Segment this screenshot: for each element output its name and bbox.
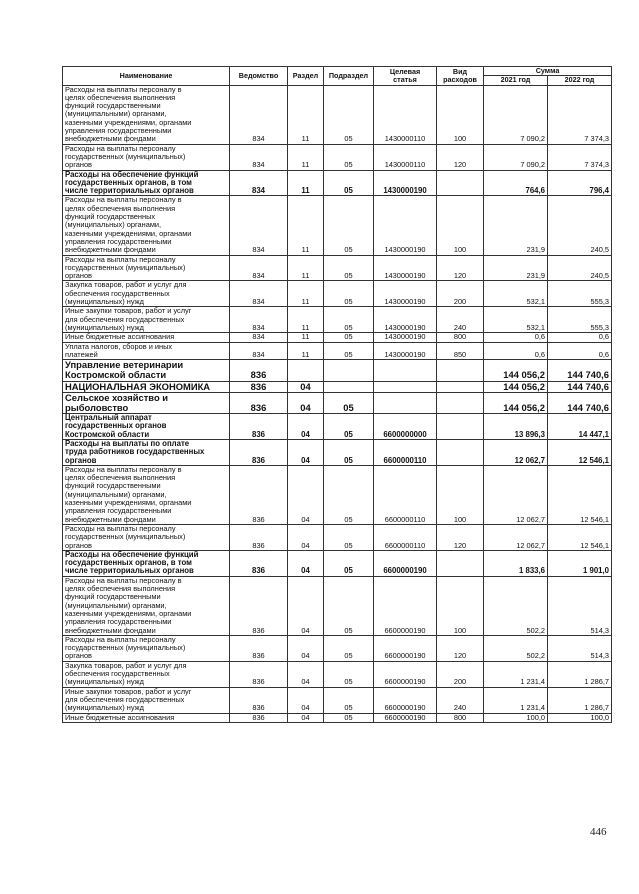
page-number: 446 (590, 826, 607, 838)
cell-name (63, 713, 230, 722)
cell-name (63, 687, 230, 713)
cell-name-line: Расходы на выплаты персоналу в (65, 465, 182, 474)
cell-sum-2021: 764,6 (484, 170, 548, 196)
cell-target-article (374, 392, 437, 413)
cell-name-line: (муниципальными) органами, (65, 109, 167, 119)
cell-name-line: Костромской области (65, 369, 167, 381)
cell-podrazdel: 05 (324, 465, 374, 524)
cell-sum-2021: 0,6 (484, 342, 548, 360)
cell-name-line: целях обеспечения выполнения (65, 92, 176, 102)
cell-name-line: Расходы на выплаты персоналу (65, 255, 176, 264)
table-body (63, 85, 612, 722)
cell-sum-2021: 144 056,2 (484, 360, 548, 381)
cell-podrazdel: 05 (324, 576, 374, 635)
cell-name-line: НАЦИОНАЛЬНАЯ ЭКОНОМИКА (65, 381, 211, 392)
cell-name-line: государственных органов, в том (65, 177, 192, 187)
cell-razdel: 04 (288, 713, 324, 722)
cell-name-line: целях обеспечения выполнения (65, 203, 176, 213)
col-header-razdel: Раздел (288, 67, 324, 86)
cell-podrazdel: 05 (324, 170, 374, 196)
cell-vedomstvo: 834 (230, 196, 288, 255)
table-row (63, 196, 612, 255)
cell-expense-type (437, 440, 484, 466)
cell-sum-2022: 12 546,1 (548, 465, 612, 524)
cell-expense-type: 100 (437, 85, 484, 144)
table-row (63, 281, 612, 307)
cell-name-line: казенными учреждениями, органами (65, 608, 192, 618)
cell-name-line: Иные закупки товаров, работ и услуг (65, 687, 192, 696)
cell-name-line: (муниципальных) нужд (65, 322, 144, 332)
cell-expense-type (437, 170, 484, 196)
cell-vedomstvo: 836 (230, 550, 288, 576)
cell-razdel: 04 (288, 381, 324, 392)
cell-target-article: 1430000110 (374, 144, 437, 170)
cell-podrazdel: 05 (324, 333, 374, 342)
cell-sum-2022: 7 374,3 (548, 85, 612, 144)
cell-name-line: органов (65, 455, 97, 465)
table-row (63, 414, 612, 440)
cell-expense-type: 100 (437, 465, 484, 524)
cell-name (63, 196, 230, 255)
cell-expense-type (437, 550, 484, 576)
cell-name (63, 635, 230, 661)
cell-expense-type: 100 (437, 196, 484, 255)
cell-name-line: Расходы на выплаты персоналу в (65, 576, 182, 585)
cell-target-article: 6600000000 (374, 414, 437, 440)
cell-target-article: 6600000190 (374, 635, 437, 661)
cell-name-line: Костромской области (65, 429, 150, 439)
cell-name (63, 307, 230, 333)
cell-target-article: 6600000110 (374, 524, 437, 550)
cell-vedomstvo: 834 (230, 281, 288, 307)
cell-name-line: (муниципальных) нужд (65, 677, 144, 687)
cell-expense-type: 120 (437, 144, 484, 170)
cell-target-article (374, 360, 437, 381)
cell-podrazdel: 05 (324, 550, 374, 576)
cell-podrazdel: 05 (324, 635, 374, 661)
cell-sum-2022: 796,4 (548, 170, 612, 196)
cell-razdel: 11 (288, 333, 324, 342)
cell-name (63, 550, 230, 576)
table-row (63, 576, 612, 635)
col-header-year2: 2022 год (548, 76, 612, 85)
cell-podrazdel: 05 (324, 342, 374, 360)
cell-target-article: 1430000190 (374, 170, 437, 196)
cell-name-line: Уплата налогов, сборов и иных (65, 342, 173, 351)
col-header-vid-line1: Вид (452, 66, 468, 76)
table-row (63, 687, 612, 713)
cell-sum-2021: 532,1 (484, 281, 548, 307)
cell-name-line: органов (65, 540, 92, 550)
cell-name-line: для обеспечения государственных (65, 694, 185, 704)
table-row (63, 333, 612, 342)
cell-razdel: 11 (288, 307, 324, 333)
cell-name (63, 465, 230, 524)
cell-podrazdel: 05 (324, 713, 374, 722)
cell-target-article: 1430000190 (374, 255, 437, 281)
cell-vedomstvo: 834 (230, 342, 288, 360)
cell-target-article: 6600000190 (374, 550, 437, 576)
cell-razdel: 04 (288, 635, 324, 661)
cell-vedomstvo: 836 (230, 465, 288, 524)
table-row (63, 342, 612, 360)
cell-sum-2022: 144 740,6 (548, 381, 612, 392)
cell-sum-2022: 1 901,0 (548, 550, 612, 576)
cell-name-line: целях обеспечения выполнения (65, 584, 176, 594)
cell-sum-2022: 555,3 (548, 307, 612, 333)
cell-name-line: рыболовство (65, 401, 129, 413)
cell-vedomstvo: 834 (230, 307, 288, 333)
cell-name-line: управления государственными (65, 126, 172, 136)
col-header-target-line2: статья (393, 74, 417, 84)
table-row (63, 144, 612, 170)
cell-expense-type: 240 (437, 307, 484, 333)
cell-vedomstvo: 834 (230, 255, 288, 281)
cell-razdel: 11 (288, 281, 324, 307)
cell-podrazdel: 05 (324, 440, 374, 466)
table-row (63, 713, 612, 722)
cell-razdel: 04 (288, 465, 324, 524)
table-row (63, 85, 612, 144)
cell-name-line: платежей (65, 349, 98, 359)
cell-razdel: 04 (288, 524, 324, 550)
cell-name (63, 281, 230, 307)
col-header-vid (437, 67, 484, 86)
cell-name-line: внебюджетными фондами (65, 245, 156, 255)
cell-podrazdel: 05 (324, 414, 374, 440)
cell-sum-2021: 7 090,2 (484, 85, 548, 144)
cell-vedomstvo: 836 (230, 687, 288, 713)
cell-name-line: Расходы на выплаты персоналу (65, 635, 176, 644)
table-row (63, 255, 612, 281)
cell-expense-type: 200 (437, 661, 484, 687)
cell-name-line: управления государственными (65, 506, 172, 516)
cell-name (63, 392, 230, 413)
cell-name-line: управления государственными (65, 236, 172, 246)
table-row (63, 360, 612, 381)
cell-name-line: обеспечения государственных (65, 669, 170, 679)
cell-target-article: 1430000190 (374, 307, 437, 333)
table-header (63, 67, 612, 86)
cell-sum-2021: 1 231,4 (484, 687, 548, 713)
cell-vedomstvo: 834 (230, 333, 288, 342)
cell-vedomstvo: 836 (230, 360, 288, 381)
cell-sum-2022: 7 374,3 (548, 144, 612, 170)
cell-name-line: органов (65, 271, 92, 281)
col-header-summa: Сумма (484, 67, 612, 76)
cell-name (63, 342, 230, 360)
cell-target-article: 1430000190 (374, 342, 437, 360)
cell-sum-2022: 100,0 (548, 713, 612, 722)
cell-name-line: казенными учреждениями, органами (65, 228, 192, 238)
cell-name-line: обеспечения государственных (65, 288, 170, 298)
cell-podrazdel: 05 (324, 281, 374, 307)
cell-name (63, 381, 230, 392)
cell-vedomstvo: 836 (230, 576, 288, 635)
cell-name-line: числе территориальных органов (65, 186, 194, 196)
cell-vedomstvo: 834 (230, 170, 288, 196)
cell-expense-type: 120 (437, 255, 484, 281)
cell-name-line: Расходы на выплаты персоналу в (65, 85, 182, 94)
cell-podrazdel: 05 (324, 392, 374, 413)
cell-podrazdel: 05 (324, 524, 374, 550)
cell-target-article: 6600000190 (374, 661, 437, 687)
cell-name-line: внебюджетными фондами (65, 514, 156, 524)
cell-razdel: 04 (288, 576, 324, 635)
cell-vedomstvo: 836 (230, 414, 288, 440)
cell-name-line: внебюджетными фондами (65, 625, 156, 635)
cell-name-line: (муниципальных) нужд (65, 297, 144, 307)
cell-name-line: Иные закупки товаров, работ и услуг (65, 306, 192, 316)
cell-sum-2022: 144 740,6 (548, 392, 612, 413)
cell-razdel: 04 (288, 440, 324, 466)
cell-sum-2022: 514,3 (548, 576, 612, 635)
cell-sum-2021: 13 896,3 (484, 414, 548, 440)
cell-vedomstvo: 836 (230, 392, 288, 413)
cell-name-line: органов (65, 651, 92, 661)
cell-razdel: 04 (288, 687, 324, 713)
cell-sum-2021: 12 062,7 (484, 440, 548, 466)
cell-name-line: (муниципальными) органами, (65, 489, 167, 499)
cell-name-line: функций государственных (65, 212, 156, 222)
cell-name-line: казенными учреждениями, органами (65, 498, 192, 508)
table-row (63, 465, 612, 524)
cell-vedomstvo: 836 (230, 440, 288, 466)
cell-target-article: 1430000110 (374, 85, 437, 144)
col-header-target (374, 67, 437, 86)
cell-expense-type: 100 (437, 576, 484, 635)
cell-name-line: государственных (муниципальных) (65, 643, 186, 653)
cell-sum-2022: 144 740,6 (548, 360, 612, 381)
cell-sum-2021: 532,1 (484, 307, 548, 333)
cell-razdel: 04 (288, 414, 324, 440)
cell-expense-type: 120 (437, 524, 484, 550)
cell-razdel: 11 (288, 342, 324, 360)
cell-target-article: 6600000110 (374, 465, 437, 524)
cell-sum-2022: 12 546,1 (548, 440, 612, 466)
cell-name-line: (муниципальных) органами, (65, 220, 162, 230)
cell-name-line: Расходы на обеспечение функций (65, 170, 199, 179)
cell-name (63, 414, 230, 440)
col-header-vid-line2: расходов (443, 74, 477, 84)
cell-target-article: 6600000190 (374, 713, 437, 722)
cell-expense-type: 800 (437, 713, 484, 722)
cell-podrazdel (324, 360, 374, 381)
cell-expense-type (437, 381, 484, 392)
cell-sum-2022: 240,5 (548, 255, 612, 281)
cell-vedomstvo: 834 (230, 144, 288, 170)
cell-sum-2021: 144 056,2 (484, 392, 548, 413)
cell-name-line: функций государственными (65, 101, 161, 111)
cell-vedomstvo: 836 (230, 524, 288, 550)
cell-razdel: 04 (288, 550, 324, 576)
cell-name-line: управления государственными (65, 617, 172, 627)
cell-name-line: числе территориальных органов (65, 566, 194, 576)
budget-table (62, 66, 612, 723)
cell-expense-type: 850 (437, 342, 484, 360)
cell-name-line: Расходы на выплаты персоналу в (65, 195, 182, 205)
cell-name-line: государственных (муниципальных) (65, 262, 186, 272)
cell-name-line: Расходы на обеспечение функций (65, 550, 199, 559)
cell-razdel: 11 (288, 196, 324, 255)
table-row (63, 635, 612, 661)
cell-name-line: Расходы на выплаты по оплате (65, 439, 190, 448)
cell-target-article: 1430000190 (374, 333, 437, 342)
cell-sum-2021: 12 062,7 (484, 524, 548, 550)
cell-vedomstvo: 834 (230, 85, 288, 144)
table-row (63, 524, 612, 550)
cell-name-line: целях обеспечения выполнения (65, 473, 176, 483)
cell-name (63, 144, 230, 170)
cell-name-line: для обеспечения государственных (65, 314, 185, 324)
cell-target-article: 6600000190 (374, 576, 437, 635)
cell-name (63, 524, 230, 550)
cell-expense-type (437, 414, 484, 440)
table-row (63, 307, 612, 333)
cell-name-line: Закупка товаров, работ и услуг для (65, 661, 187, 670)
cell-sum-2021: 231,9 (484, 255, 548, 281)
cell-sum-2021: 502,2 (484, 576, 548, 635)
cell-name-line: Расходы на выплаты персоналу (65, 524, 176, 533)
cell-sum-2022: 1 286,7 (548, 661, 612, 687)
cell-name-line: (муниципальными) органами, (65, 600, 167, 610)
cell-razdel: 11 (288, 170, 324, 196)
cell-name-line: государственных органов (65, 421, 167, 431)
col-header-target-line1: Целевая (389, 66, 421, 76)
cell-razdel: 04 (288, 661, 324, 687)
cell-sum-2022: 555,3 (548, 281, 612, 307)
cell-sum-2022: 514,3 (548, 635, 612, 661)
cell-vedomstvo: 836 (230, 661, 288, 687)
cell-name-line: функций государственными (65, 481, 161, 491)
cell-name-line: государственных (муниципальных) (65, 532, 186, 542)
cell-name (63, 85, 230, 144)
cell-expense-type: 240 (437, 687, 484, 713)
cell-sum-2021: 100,0 (484, 713, 548, 722)
cell-sum-2022: 0,6 (548, 333, 612, 342)
table-row (63, 440, 612, 466)
cell-name (63, 661, 230, 687)
table-row (63, 661, 612, 687)
table-row (63, 170, 612, 196)
cell-name-line: государственных (муниципальных) (65, 151, 186, 161)
cell-vedomstvo: 836 (230, 635, 288, 661)
cell-name-line: Сельское хозяйство и (65, 392, 169, 403)
cell-razdel (288, 360, 324, 381)
cell-sum-2021: 144 056,2 (484, 381, 548, 392)
col-header-year1: 2021 год (484, 76, 548, 85)
cell-expense-type: 800 (437, 333, 484, 342)
cell-razdel: 11 (288, 255, 324, 281)
cell-name-line: внебюджетными фондами (65, 134, 156, 144)
cell-razdel: 11 (288, 85, 324, 144)
cell-sum-2022: 1 286,7 (548, 687, 612, 713)
cell-expense-type: 200 (437, 281, 484, 307)
cell-podrazdel: 05 (324, 687, 374, 713)
cell-target-article: 1430000190 (374, 281, 437, 307)
cell-sum-2022: 240,5 (548, 196, 612, 255)
cell-sum-2021: 231,9 (484, 196, 548, 255)
cell-sum-2021: 7 090,2 (484, 144, 548, 170)
cell-name (63, 255, 230, 281)
table-row (63, 381, 612, 392)
cell-razdel: 11 (288, 144, 324, 170)
cell-sum-2021: 12 062,7 (484, 465, 548, 524)
cell-name-line: функций государственными (65, 592, 161, 602)
cell-sum-2021: 502,2 (484, 635, 548, 661)
cell-name-line: Закупка товаров, работ и услуг для (65, 280, 187, 290)
cell-name (63, 576, 230, 635)
cell-expense-type (437, 392, 484, 413)
cell-sum-2021: 0,6 (484, 333, 548, 342)
cell-name-line: Иные бюджетные ассигнования (65, 713, 175, 722)
cell-name (63, 360, 230, 381)
cell-target-article: 1430000190 (374, 196, 437, 255)
cell-name-line: Расходы на выплаты персоналу (65, 144, 176, 153)
table-row (63, 392, 612, 413)
cell-podrazdel (324, 381, 374, 392)
cell-podrazdel: 05 (324, 144, 374, 170)
cell-expense-type (437, 360, 484, 381)
col-header-podrazdel: Подраздел (324, 67, 374, 86)
cell-podrazdel: 05 (324, 196, 374, 255)
cell-target-article: 6600000190 (374, 687, 437, 713)
cell-sum-2022: 12 546,1 (548, 524, 612, 550)
cell-podrazdel: 05 (324, 661, 374, 687)
cell-sum-2021: 1 231,4 (484, 661, 548, 687)
cell-vedomstvo: 836 (230, 381, 288, 392)
cell-target-article (374, 381, 437, 392)
cell-sum-2022: 0,6 (548, 342, 612, 360)
cell-name-line: казенными учреждениями, органами (65, 117, 192, 127)
cell-name (63, 440, 230, 466)
cell-name-line: Центральный аппарат (65, 413, 152, 423)
cell-name (63, 333, 230, 342)
table-row (63, 550, 612, 576)
cell-name-line: Иные бюджетные ассигнования (65, 332, 175, 342)
col-header-name: Наименование (63, 67, 230, 86)
cell-razdel: 04 (288, 392, 324, 413)
cell-expense-type: 120 (437, 635, 484, 661)
cell-name-line: труда работников государственных (65, 447, 205, 457)
cell-name-line: государственных органов, в том (65, 558, 192, 568)
cell-sum-2021: 1 833,6 (484, 550, 548, 576)
cell-podrazdel: 05 (324, 307, 374, 333)
cell-target-article: 6600000110 (374, 440, 437, 466)
col-header-vedomstvo: Ведомство (230, 67, 288, 86)
cell-name (63, 170, 230, 196)
cell-name-line: (муниципальных) нужд (65, 703, 144, 713)
cell-podrazdel: 05 (324, 85, 374, 144)
cell-podrazdel: 05 (324, 255, 374, 281)
cell-name-line: Управление ветеринарии (65, 359, 184, 371)
cell-sum-2022: 14 447,1 (548, 414, 612, 440)
cell-vedomstvo: 836 (230, 713, 288, 722)
cell-name-line: органов (65, 160, 92, 170)
